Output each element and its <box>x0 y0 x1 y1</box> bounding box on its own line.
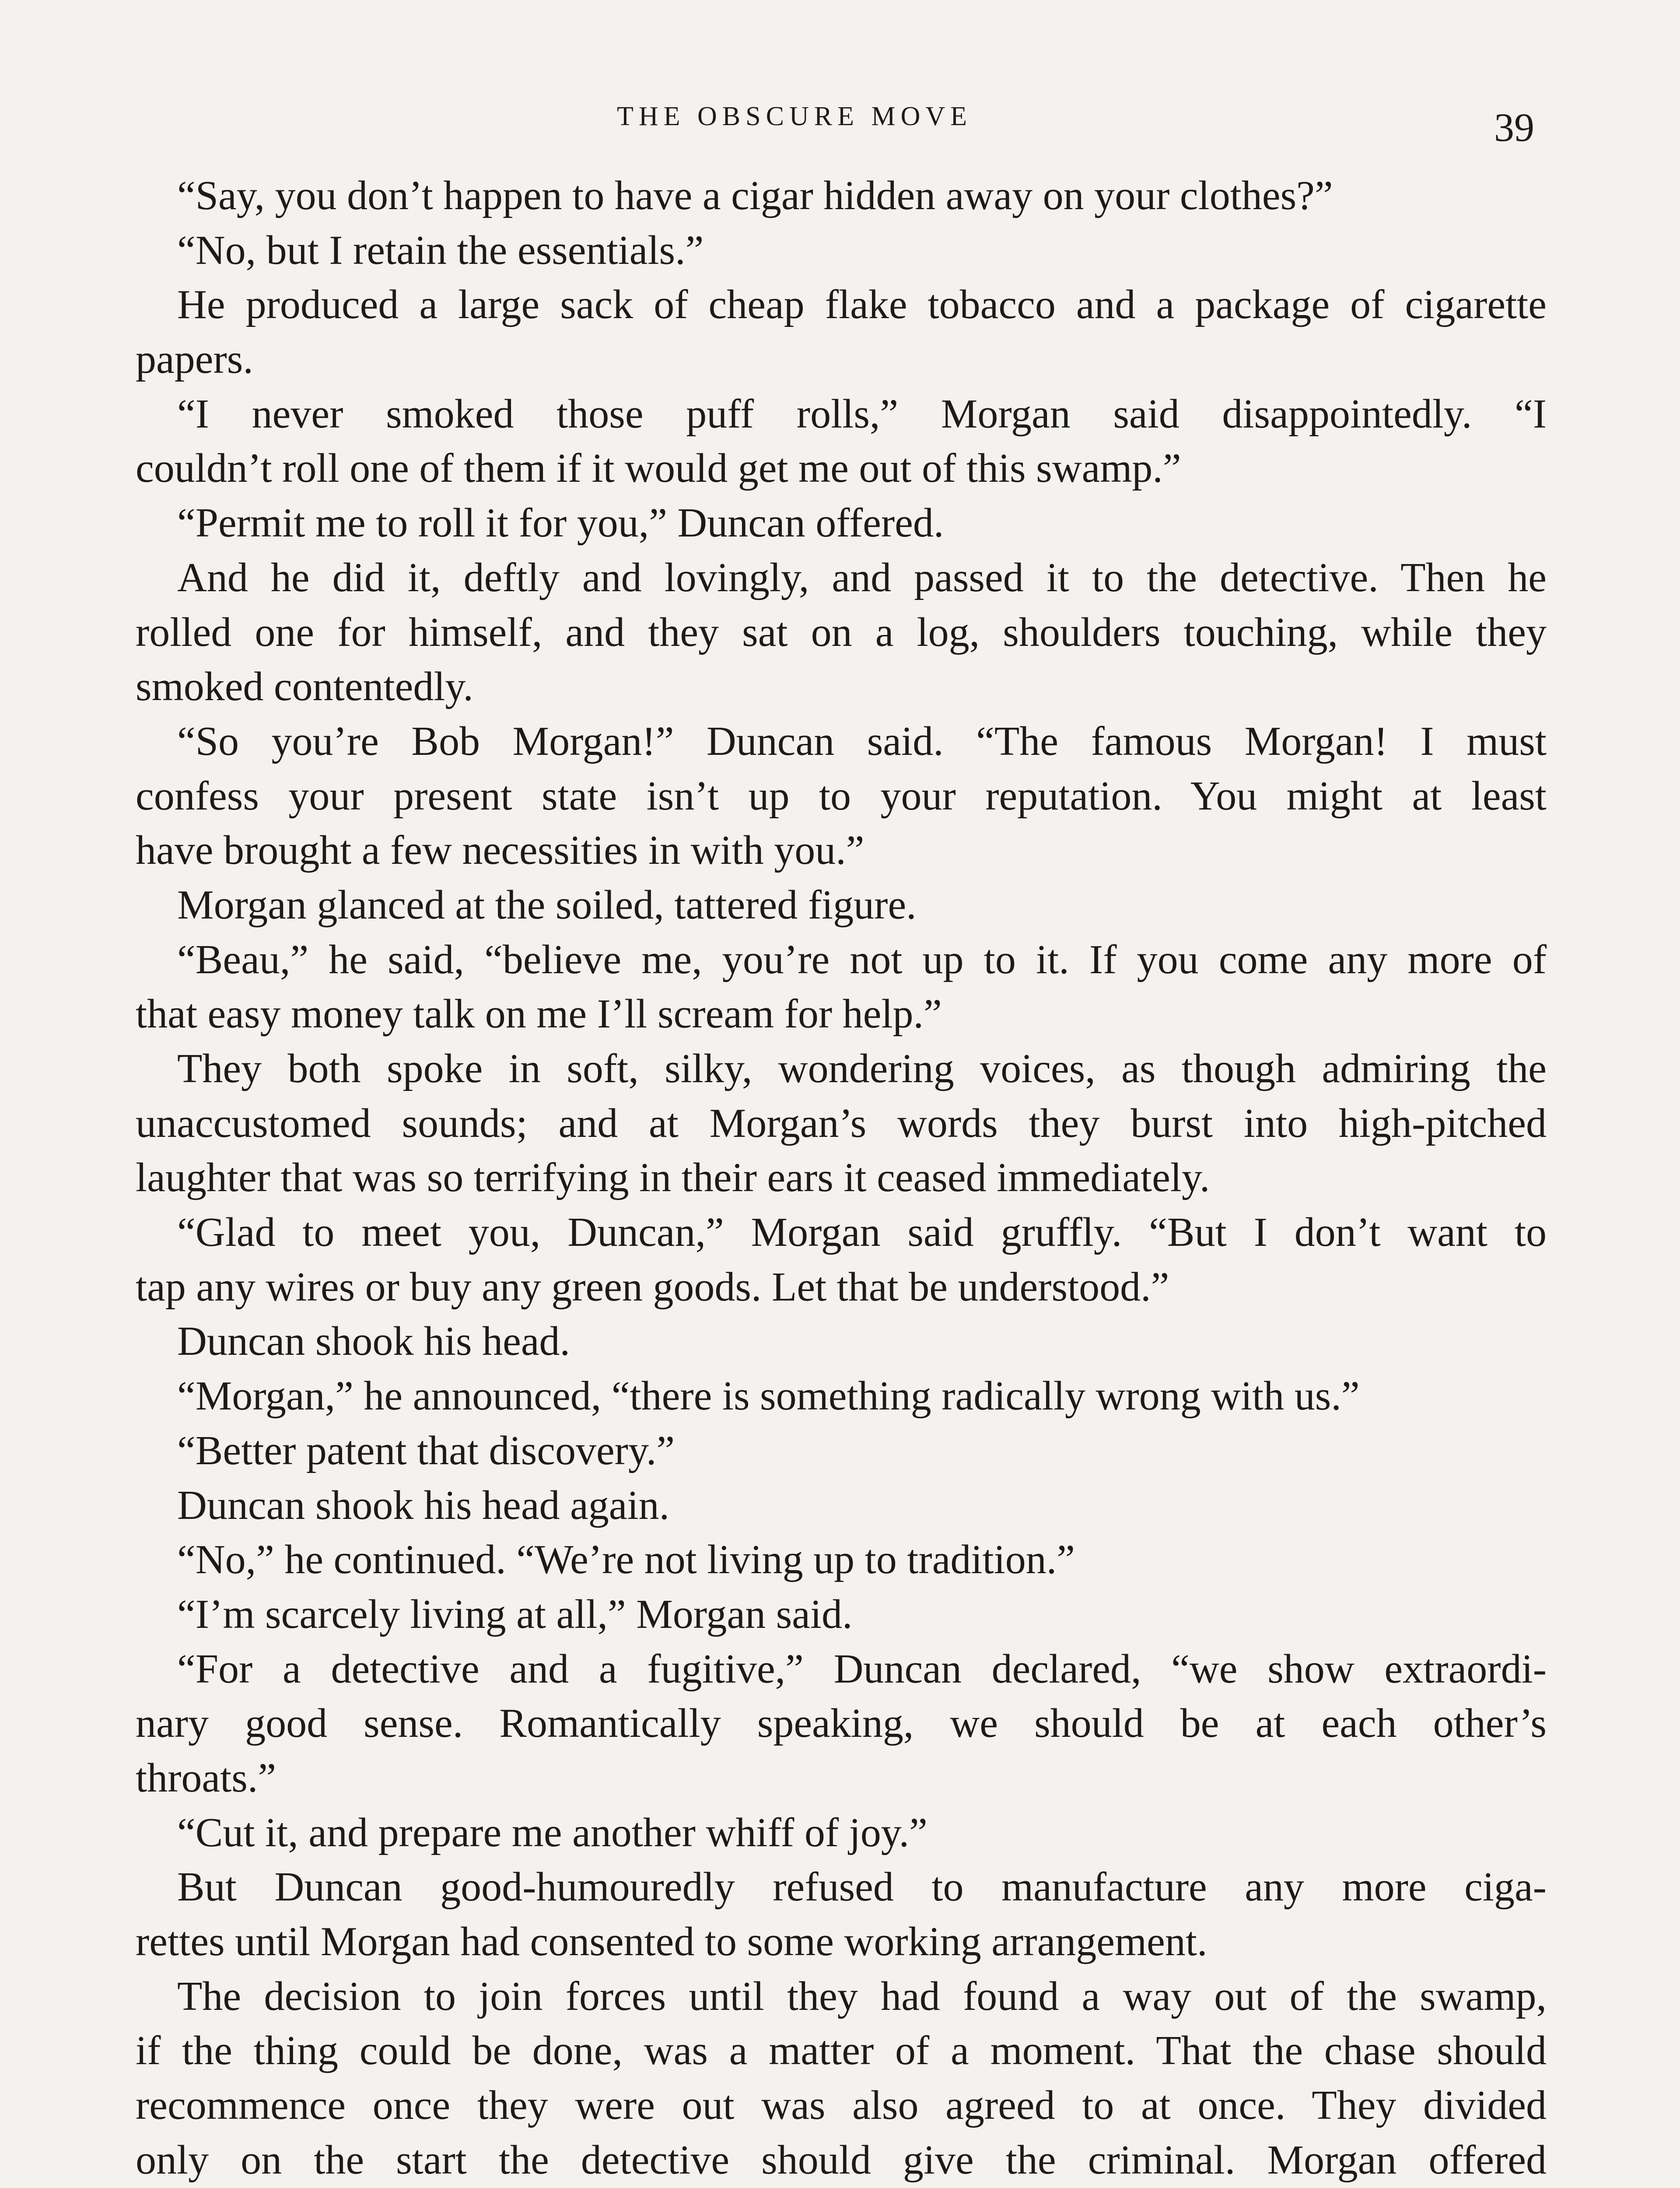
text-line: “Glad to meet you, Duncan,” Morgan said gruffly. “But I don’t want to <box>177 1210 1547 1255</box>
text-line: if the thing could be done, was a matter of a moment. That the chase should <box>136 2028 1547 2074</box>
text-line: smoked contentedly. <box>136 664 473 710</box>
text-line: And he did it, deftly and lovingly, and passed it to the detective. Then he <box>177 554 1547 600</box>
text-line: Duncan shook his head. <box>177 1318 570 1364</box>
text-line: rettes until Morgan had consented to some working arrangement. <box>136 1919 1208 1964</box>
text-line: tap any wires or buy any green goods. Let that be understood.” <box>136 1264 1169 1310</box>
text-line: “Cut it, and prepare me another whiff of joy.” <box>177 1809 928 1855</box>
text-line: recommence once they were out was also agreed to at once. They divided <box>136 2083 1547 2128</box>
page-number: 39 <box>1494 105 1534 150</box>
running-head: THE OBSCURE MOVE <box>617 102 973 131</box>
text-line: “For a detective and a fugitive,” Duncan declared, “we show extraordi- <box>177 1646 1547 1692</box>
text-line: only on the start the detective should give the criminal. Morgan offered <box>136 2137 1547 2183</box>
text-line: But Duncan good-humouredly refused to manufacture any more ciga- <box>177 1864 1547 1910</box>
text-line: laughter that was so terrifying in their ears it ceased immediately. <box>136 1155 1210 1201</box>
text-line: “Beau,” he said, “believe me, you’re not up to it. If you come any more of <box>177 936 1547 982</box>
text-line: “Better patent that discovery.” <box>177 1427 675 1473</box>
text-line: “No, but I retain the essentials.” <box>177 227 704 273</box>
text-line: couldn’t roll one of them if it would get me out of this swamp.” <box>136 445 1181 491</box>
text-line: “I never smoked those puff rolls,” Morgan said disappointedly. “I <box>177 391 1547 437</box>
text-line: “I’m scarcely living at all,” Morgan said. <box>177 1591 853 1637</box>
text-line: “So you’re Bob Morgan!” Duncan said. “The famous Morgan! I must <box>177 718 1547 764</box>
text-line: Duncan shook his head again. <box>177 1482 670 1528</box>
text-line: “No,” he continued. “We’re not living up to tradition.” <box>177 1537 1075 1583</box>
text-line: They both spoke in soft, silky, wondering voices, as though admiring the <box>177 1046 1547 1091</box>
text-line: The decision to join forces until they had found a way out of the swamp, <box>177 1973 1547 2019</box>
text-line: “Say, you don’t happen to have a cigar hidden away on your clothes?” <box>177 173 1333 218</box>
text-line: that easy money talk on me I’ll scream for help.” <box>136 991 942 1037</box>
text-line: Morgan glanced at the soiled, tattered figure. <box>177 882 917 928</box>
text-line: nary good sense. Romantically speaking, we should be at each other’s <box>136 1701 1547 1746</box>
text-line: “Morgan,” he announced, “there is something radically wrong with us.” <box>177 1373 1360 1419</box>
text-line: He produced a large sack of cheap flake tobacco and a package of cigarette <box>177 282 1547 328</box>
text-line: confess your present state isn’t up to your reputation. You might at least <box>136 773 1547 819</box>
text-line: have brought a few necessities in with you.” <box>136 828 864 873</box>
body-text <box>136 168 1547 2187</box>
text-line: “Permit me to roll it for you,” Duncan offered. <box>177 500 944 546</box>
text-line: unaccustomed sounds; and at Morgan’s words they burst into high-pitched <box>136 1100 1547 1146</box>
text-line: rolled one for himself, and they sat on a log, shoulders touching, while they <box>136 609 1547 655</box>
text-line: papers. <box>136 337 253 382</box>
text-line: throats.” <box>136 1755 276 1801</box>
